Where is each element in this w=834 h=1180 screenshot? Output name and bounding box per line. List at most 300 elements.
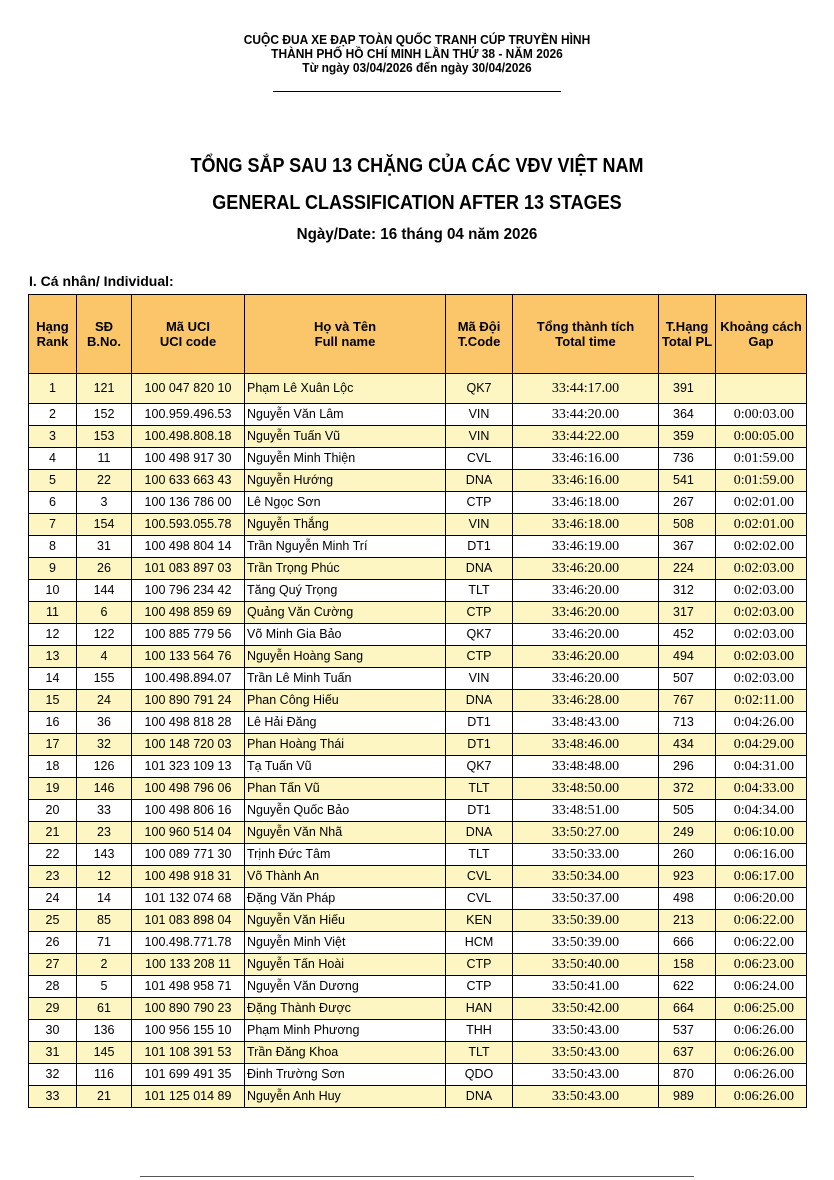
total-time-cell: 33:46:18.00: [513, 492, 659, 514]
bib-cell: 146: [77, 778, 132, 800]
bib-cell: 152: [77, 404, 132, 426]
rider-name-cell: Trần Nguyễn Minh Trí: [245, 536, 446, 558]
col-header-bib: SĐ B.No.: [77, 295, 132, 374]
bib-cell: 61: [77, 998, 132, 1020]
team-code-cell: CVL: [446, 448, 513, 470]
rider-name-cell: Nguyễn Hoàng Sang: [245, 646, 446, 668]
table-row: [29, 602, 807, 624]
team-code-cell: TLT: [446, 844, 513, 866]
bib-cell: 126: [77, 756, 132, 778]
section-heading: I. Cá nhân/ Individual:: [29, 273, 174, 289]
gap-cell: 0:04:26.00: [716, 712, 807, 734]
team-code-cell: DNA: [446, 822, 513, 844]
uci-code-cell: 100 498 818 28: [132, 712, 245, 734]
bib-cell: 23: [77, 822, 132, 844]
table-row: [29, 910, 807, 932]
total-pl-cell: 367: [659, 536, 716, 558]
gap-cell: 0:04:29.00: [716, 734, 807, 756]
rank-cell: 5: [29, 470, 77, 492]
team-code-cell: CTP: [446, 954, 513, 976]
total-pl-cell: 317: [659, 602, 716, 624]
gap-cell: 0:02:03.00: [716, 624, 807, 646]
total-time-cell: 33:50:42.00: [513, 998, 659, 1020]
total-pl-cell: 713: [659, 712, 716, 734]
team-code-cell: HCM: [446, 932, 513, 954]
col-header-team: Mã Đội T.Code: [446, 295, 513, 374]
uci-code-cell: 100 498 796 06: [132, 778, 245, 800]
team-code-cell: QK7: [446, 756, 513, 778]
rank-cell: 21: [29, 822, 77, 844]
uci-code-cell: 100 885 779 56: [132, 624, 245, 646]
rank-cell: 16: [29, 712, 77, 734]
bib-cell: 136: [77, 1020, 132, 1042]
gap-cell: 0:02:03.00: [716, 646, 807, 668]
uci-code-cell: 100.498.894.07: [132, 668, 245, 690]
team-code-cell: QDO: [446, 1064, 513, 1086]
total-time-cell: 33:50:43.00: [513, 1064, 659, 1086]
rider-name-cell: Nguyễn Minh Thiện: [245, 448, 446, 470]
rank-cell: 17: [29, 734, 77, 756]
page-title-vi: TỔNG SẮP SAU 13 CHẶNG CỦA CÁC VĐV VIỆT NAM: [190, 155, 644, 177]
table-row: [29, 1042, 807, 1064]
table-row: [29, 932, 807, 954]
rank-cell: 23: [29, 866, 77, 888]
rider-name-cell: Phan Tấn Vũ: [245, 778, 446, 800]
bib-cell: 24: [77, 690, 132, 712]
total-time-cell: 33:46:18.00: [513, 514, 659, 536]
team-code-cell: TLT: [446, 580, 513, 602]
rank-cell: 1: [29, 374, 77, 404]
total-time-cell: 33:46:16.00: [513, 448, 659, 470]
table-row: [29, 712, 807, 734]
team-code-cell: DNA: [446, 558, 513, 580]
total-time-cell: 33:48:50.00: [513, 778, 659, 800]
table-row: [29, 690, 807, 712]
rank-cell: 10: [29, 580, 77, 602]
bib-cell: 31: [77, 536, 132, 558]
uci-code-cell: 100 956 155 10: [132, 1020, 245, 1042]
gap-cell: 0:06:24.00: [716, 976, 807, 998]
rider-name-cell: Nguyễn Thắng: [245, 514, 446, 536]
total-pl-cell: 260: [659, 844, 716, 866]
gap-cell: 0:02:03.00: [716, 558, 807, 580]
team-code-cell: DNA: [446, 470, 513, 492]
total-pl-cell: 213: [659, 910, 716, 932]
rank-cell: 26: [29, 932, 77, 954]
report-date: Ngày/Date: 16 tháng 04 năm 2026: [296, 226, 538, 243]
rider-name-cell: Nguyễn Văn Nhã: [245, 822, 446, 844]
gap-cell: 0:06:22.00: [716, 932, 807, 954]
gap-cell: 0:06:22.00: [716, 910, 807, 932]
bib-cell: 26: [77, 558, 132, 580]
rank-cell: 29: [29, 998, 77, 1020]
rider-name-cell: Nguyễn Tấn Hoài: [245, 954, 446, 976]
uci-code-cell: 100 498 859 69: [132, 602, 245, 624]
team-code-cell: QK7: [446, 624, 513, 646]
rank-cell: 8: [29, 536, 77, 558]
rank-cell: 13: [29, 646, 77, 668]
total-pl-cell: 541: [659, 470, 716, 492]
uci-code-cell: 100 498 918 31: [132, 866, 245, 888]
total-time-cell: 33:50:37.00: [513, 888, 659, 910]
total-time-cell: 33:48:51.00: [513, 800, 659, 822]
col-header-time: Tổng thành tích Total time: [513, 295, 659, 374]
table-row: [29, 470, 807, 492]
rider-name-cell: Trần Lê Minh Tuấn: [245, 668, 446, 690]
total-pl-cell: 494: [659, 646, 716, 668]
uci-code-cell: 100 796 234 42: [132, 580, 245, 602]
bib-cell: 122: [77, 624, 132, 646]
rider-name-cell: Phạm Lê Xuân Lộc: [245, 374, 446, 404]
gap-cell: 0:02:02.00: [716, 536, 807, 558]
total-time-cell: 33:50:39.00: [513, 910, 659, 932]
header-divider: [273, 91, 561, 92]
uci-code-cell: 100 136 786 00: [132, 492, 245, 514]
table-row: [29, 624, 807, 646]
table-row: [29, 404, 807, 426]
rider-name-cell: Tăng Quý Trọng: [245, 580, 446, 602]
rank-cell: 4: [29, 448, 77, 470]
bib-cell: 32: [77, 734, 132, 756]
uci-code-cell: 100.498.808.18: [132, 426, 245, 448]
rider-name-cell: Đặng Văn Pháp: [245, 888, 446, 910]
total-time-cell: 33:50:43.00: [513, 1020, 659, 1042]
total-pl-cell: 870: [659, 1064, 716, 1086]
total-time-cell: 33:46:16.00: [513, 470, 659, 492]
team-code-cell: HAN: [446, 998, 513, 1020]
uci-code-cell: 100 133 564 76: [132, 646, 245, 668]
rank-cell: 27: [29, 954, 77, 976]
total-pl-cell: 452: [659, 624, 716, 646]
table-row: [29, 668, 807, 690]
total-time-cell: 33:46:20.00: [513, 580, 659, 602]
uci-code-cell: 101 083 897 03: [132, 558, 245, 580]
total-time-cell: 33:46:20.00: [513, 668, 659, 690]
table-row: [29, 888, 807, 910]
total-pl-cell: 434: [659, 734, 716, 756]
uci-code-cell: 101 498 958 71: [132, 976, 245, 998]
total-time-cell: 33:46:19.00: [513, 536, 659, 558]
total-time-cell: 33:50:43.00: [513, 1086, 659, 1108]
total-pl-cell: 736: [659, 448, 716, 470]
total-pl-cell: 359: [659, 426, 716, 448]
team-code-cell: CVL: [446, 866, 513, 888]
table-row: [29, 646, 807, 668]
total-time-cell: 33:44:22.00: [513, 426, 659, 448]
total-pl-cell: 505: [659, 800, 716, 822]
total-pl-cell: 666: [659, 932, 716, 954]
rider-name-cell: Lê Hải Đăng: [245, 712, 446, 734]
rider-name-cell: Quảng Văn Cường: [245, 602, 446, 624]
total-pl-cell: 989: [659, 1086, 716, 1108]
team-code-cell: DT1: [446, 536, 513, 558]
table-header-row: [29, 295, 807, 374]
rider-name-cell: Phan Hoàng Thái: [245, 734, 446, 756]
gap-cell: 0:06:10.00: [716, 822, 807, 844]
uci-code-cell: 101 125 014 89: [132, 1086, 245, 1108]
col-header-uci: Mã UCI UCI code: [132, 295, 245, 374]
rank-cell: 22: [29, 844, 77, 866]
team-code-cell: KEN: [446, 910, 513, 932]
total-time-cell: 33:46:20.00: [513, 602, 659, 624]
gap-cell: 0:06:26.00: [716, 1086, 807, 1108]
rider-name-cell: Phạm Minh Phương: [245, 1020, 446, 1042]
gap-cell: 0:06:26.00: [716, 1064, 807, 1086]
table-row: [29, 866, 807, 888]
total-pl-cell: 312: [659, 580, 716, 602]
rider-name-cell: Trần Đăng Khoa: [245, 1042, 446, 1064]
total-time-cell: 33:48:48.00: [513, 756, 659, 778]
gap-cell: 0:00:05.00: [716, 426, 807, 448]
rank-cell: 6: [29, 492, 77, 514]
total-pl-cell: 622: [659, 976, 716, 998]
rider-name-cell: Trịnh Đức Tâm: [245, 844, 446, 866]
total-time-cell: 33:46:28.00: [513, 690, 659, 712]
bib-cell: 6: [77, 602, 132, 624]
total-time-cell: 33:50:39.00: [513, 932, 659, 954]
rider-name-cell: Võ Thành An: [245, 866, 446, 888]
rider-name-cell: Đặng Thành Được: [245, 998, 446, 1020]
page-title-en: GENERAL CLASSIFICATION AFTER 13 STAGES: [212, 192, 622, 214]
table-row: [29, 844, 807, 866]
rank-cell: 19: [29, 778, 77, 800]
gap-cell: 0:06:26.00: [716, 1020, 807, 1042]
gap-cell: 0:06:20.00: [716, 888, 807, 910]
team-code-cell: VIN: [446, 668, 513, 690]
rider-name-cell: Đinh Trường Sơn: [245, 1064, 446, 1086]
bib-cell: 36: [77, 712, 132, 734]
rank-cell: 9: [29, 558, 77, 580]
rider-name-cell: Võ Minh Gia Bảo: [245, 624, 446, 646]
table-row: [29, 558, 807, 580]
total-pl-cell: 664: [659, 998, 716, 1020]
gap-cell: 0:06:16.00: [716, 844, 807, 866]
rank-cell: 30: [29, 1020, 77, 1042]
total-pl-cell: 391: [659, 374, 716, 404]
team-code-cell: CTP: [446, 976, 513, 998]
gap-cell: 0:02:03.00: [716, 602, 807, 624]
gap-cell: 0:06:25.00: [716, 998, 807, 1020]
bib-cell: 4: [77, 646, 132, 668]
gap-cell: 0:06:26.00: [716, 1042, 807, 1064]
uci-code-cell: 100 089 771 30: [132, 844, 245, 866]
team-code-cell: TLT: [446, 778, 513, 800]
uci-code-cell: 100 890 790 23: [132, 998, 245, 1020]
team-code-cell: DT1: [446, 800, 513, 822]
event-title-line2: THÀNH PHỐ HỒ CHÍ MINH LẦN THỨ 38 - NĂM 2026: [271, 46, 563, 61]
team-code-cell: CTP: [446, 602, 513, 624]
gap-cell: [716, 374, 807, 404]
total-pl-cell: 507: [659, 668, 716, 690]
bib-cell: 3: [77, 492, 132, 514]
gap-cell: 0:01:59.00: [716, 470, 807, 492]
gap-cell: 0:01:59.00: [716, 448, 807, 470]
team-code-cell: VIN: [446, 426, 513, 448]
total-time-cell: 33:50:40.00: [513, 954, 659, 976]
rank-cell: 24: [29, 888, 77, 910]
rank-cell: 12: [29, 624, 77, 646]
total-pl-cell: 372: [659, 778, 716, 800]
gap-cell: 0:02:01.00: [716, 492, 807, 514]
rider-name-cell: Nguyễn Hướng: [245, 470, 446, 492]
total-time-cell: 33:50:41.00: [513, 976, 659, 998]
team-code-cell: QK7: [446, 374, 513, 404]
table-row: [29, 756, 807, 778]
total-time-cell: 33:46:20.00: [513, 646, 659, 668]
rider-name-cell: Nguyễn Anh Huy: [245, 1086, 446, 1108]
table-row: [29, 778, 807, 800]
total-time-cell: 33:50:33.00: [513, 844, 659, 866]
table-row: [29, 976, 807, 998]
col-header-name: Họ và Tên Full name: [245, 295, 446, 374]
total-time-cell: 33:48:43.00: [513, 712, 659, 734]
uci-code-cell: 100 498 917 30: [132, 448, 245, 470]
uci-code-cell: 100 148 720 03: [132, 734, 245, 756]
uci-code-cell: 100.959.496.53: [132, 404, 245, 426]
team-code-cell: DT1: [446, 712, 513, 734]
total-pl-cell: 637: [659, 1042, 716, 1064]
bib-cell: 144: [77, 580, 132, 602]
bib-cell: 12: [77, 866, 132, 888]
team-code-cell: DNA: [446, 690, 513, 712]
table-row: [29, 1020, 807, 1042]
rank-cell: 31: [29, 1042, 77, 1064]
rank-cell: 3: [29, 426, 77, 448]
gap-cell: 0:00:03.00: [716, 404, 807, 426]
bib-cell: 85: [77, 910, 132, 932]
bib-cell: 11: [77, 448, 132, 470]
total-time-cell: 33:50:27.00: [513, 822, 659, 844]
uci-code-cell: 100 890 791 24: [132, 690, 245, 712]
bib-cell: 121: [77, 374, 132, 404]
bib-cell: 21: [77, 1086, 132, 1108]
bib-cell: 5: [77, 976, 132, 998]
bib-cell: 143: [77, 844, 132, 866]
total-pl-cell: 498: [659, 888, 716, 910]
rank-cell: 15: [29, 690, 77, 712]
bib-cell: 145: [77, 1042, 132, 1064]
table-row: [29, 374, 807, 404]
col-header-gap: Khoảng cách Gap: [716, 295, 807, 374]
bib-cell: 153: [77, 426, 132, 448]
table-row: [29, 954, 807, 976]
rank-cell: 20: [29, 800, 77, 822]
table-row: [29, 580, 807, 602]
total-time-cell: 33:46:20.00: [513, 558, 659, 580]
rider-name-cell: Lê Ngọc Sơn: [245, 492, 446, 514]
rider-name-cell: Nguyễn Quốc Bảo: [245, 800, 446, 822]
bib-cell: 14: [77, 888, 132, 910]
rider-name-cell: Nguyễn Văn Lâm: [245, 404, 446, 426]
gap-cell: 0:04:33.00: [716, 778, 807, 800]
uci-code-cell: 100 960 514 04: [132, 822, 245, 844]
gap-cell: 0:06:23.00: [716, 954, 807, 976]
team-code-cell: CTP: [446, 492, 513, 514]
team-code-cell: CTP: [446, 646, 513, 668]
total-time-cell: 33:50:34.00: [513, 866, 659, 888]
total-pl-cell: 267: [659, 492, 716, 514]
rank-cell: 18: [29, 756, 77, 778]
team-code-cell: CVL: [446, 888, 513, 910]
rank-cell: 33: [29, 1086, 77, 1108]
total-pl-cell: 767: [659, 690, 716, 712]
team-code-cell: THH: [446, 1020, 513, 1042]
team-code-cell: DT1: [446, 734, 513, 756]
rider-name-cell: Nguyễn Văn Hiếu: [245, 910, 446, 932]
rank-cell: 14: [29, 668, 77, 690]
total-pl-cell: 364: [659, 404, 716, 426]
uci-code-cell: 100 047 820 10: [132, 374, 245, 404]
team-code-cell: TLT: [446, 1042, 513, 1064]
bib-cell: 154: [77, 514, 132, 536]
total-time-cell: 33:44:20.00: [513, 404, 659, 426]
total-pl-cell: 158: [659, 954, 716, 976]
total-time-cell: 33:44:17.00: [513, 374, 659, 404]
total-pl-cell: 537: [659, 1020, 716, 1042]
rider-name-cell: Nguyễn Minh Việt: [245, 932, 446, 954]
rank-cell: 32: [29, 1064, 77, 1086]
footer-divider: [140, 1176, 694, 1177]
uci-code-cell: 100 133 208 11: [132, 954, 245, 976]
rider-name-cell: Tạ Tuấn Vũ: [245, 756, 446, 778]
uci-code-cell: 100.593.055.78: [132, 514, 245, 536]
uci-code-cell: 101 132 074 68: [132, 888, 245, 910]
table-row: [29, 800, 807, 822]
gap-cell: 0:04:34.00: [716, 800, 807, 822]
bib-cell: 33: [77, 800, 132, 822]
uci-code-cell: 100.498.771.78: [132, 932, 245, 954]
total-pl-cell: 296: [659, 756, 716, 778]
total-pl-cell: 249: [659, 822, 716, 844]
gap-cell: 0:02:01.00: [716, 514, 807, 536]
uci-code-cell: 101 699 491 35: [132, 1064, 245, 1086]
gap-cell: 0:06:17.00: [716, 866, 807, 888]
total-pl-cell: 224: [659, 558, 716, 580]
table-body: [29, 374, 807, 1108]
uci-code-cell: 101 083 898 04: [132, 910, 245, 932]
col-header-rank: Hạng Rank: [29, 295, 77, 374]
rank-cell: 11: [29, 602, 77, 624]
gap-cell: 0:04:31.00: [716, 756, 807, 778]
bib-cell: 22: [77, 470, 132, 492]
rider-name-cell: Nguyễn Tuấn Vũ: [245, 426, 446, 448]
rider-name-cell: Phan Công Hiếu: [245, 690, 446, 712]
table-row: [29, 998, 807, 1020]
rider-name-cell: Trần Trọng Phúc: [245, 558, 446, 580]
table-row: [29, 734, 807, 756]
table-row: [29, 448, 807, 470]
total-time-cell: 33:48:46.00: [513, 734, 659, 756]
col-header-total-pl: T.Hạng Total PL: [659, 295, 716, 374]
rider-name-cell: Nguyễn Văn Dương: [245, 976, 446, 998]
uci-code-cell: 101 108 391 53: [132, 1042, 245, 1064]
bib-cell: 71: [77, 932, 132, 954]
uci-code-cell: 100 498 806 16: [132, 800, 245, 822]
classification-table: [28, 294, 807, 1108]
uci-code-cell: 100 498 804 14: [132, 536, 245, 558]
total-pl-cell: 508: [659, 514, 716, 536]
total-time-cell: 33:46:20.00: [513, 624, 659, 646]
table-row: [29, 822, 807, 844]
gap-cell: 0:02:03.00: [716, 668, 807, 690]
rank-cell: 2: [29, 404, 77, 426]
bib-cell: 116: [77, 1064, 132, 1086]
table-row: [29, 492, 807, 514]
gap-cell: 0:02:03.00: [716, 580, 807, 602]
uci-code-cell: 100 633 663 43: [132, 470, 245, 492]
uci-code-cell: 101 323 109 13: [132, 756, 245, 778]
bib-cell: 2: [77, 954, 132, 976]
